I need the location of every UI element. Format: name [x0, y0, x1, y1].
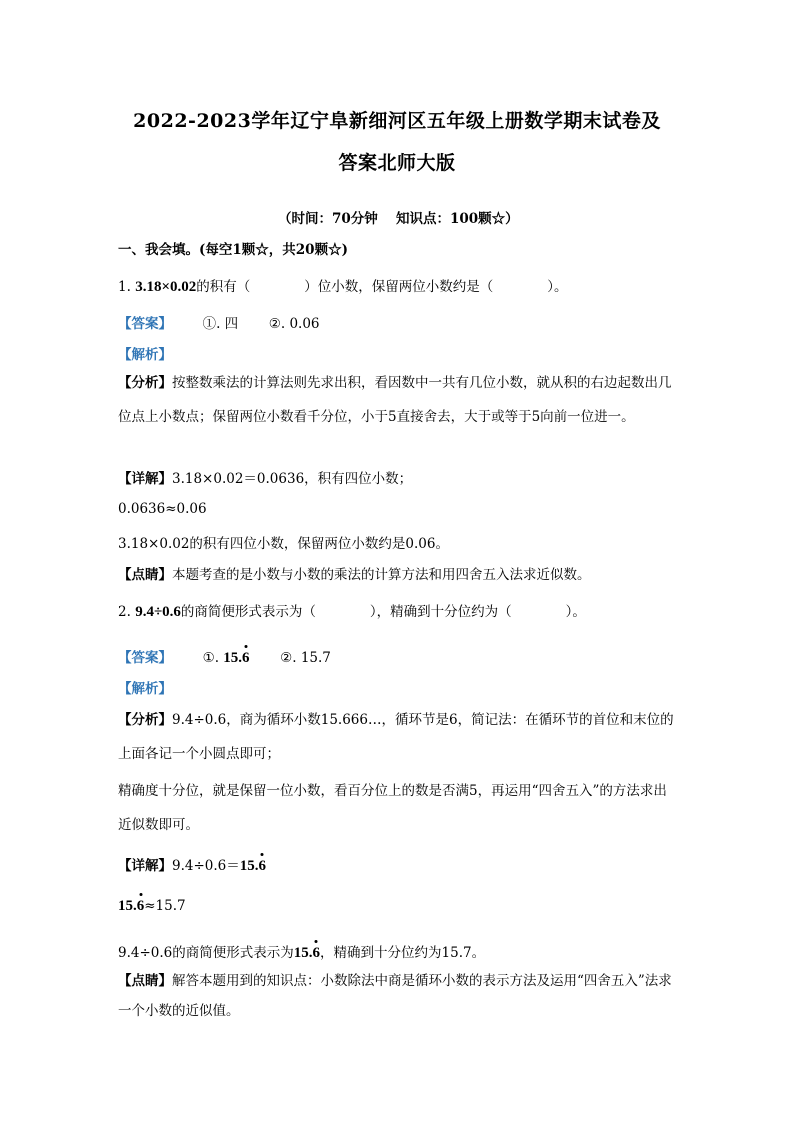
rec-int: 15.: [223, 650, 243, 666]
fenxi-tag: 【分析】: [118, 712, 172, 728]
xiangjie-tag: 【详解】: [118, 471, 172, 487]
recurring-decimal: [294, 945, 320, 961]
recurring-dot: [315, 940, 318, 943]
answer-tag: 【答案】: [118, 316, 172, 332]
rec-digit-text: 6: [242, 650, 250, 666]
fenxi-tag: 【分析】: [118, 375, 172, 391]
recurring-dot: [244, 645, 247, 648]
answer-row: [118, 646, 331, 667]
rec-digit-text: 6: [258, 858, 267, 874]
recurring-dot: [261, 853, 264, 856]
answer-value: ①. 四: [202, 316, 239, 332]
doc-title-line2: 答案北师大版: [338, 152, 456, 174]
comment-line: [118, 563, 591, 583]
rec-digit: [259, 858, 267, 875]
answer-tag: 【答案】: [118, 650, 172, 666]
detail-line: [118, 854, 266, 875]
analysis-tag: 【解析】: [118, 681, 172, 697]
answer-value: ②. 0.06: [268, 316, 320, 332]
fenxi-text: 9.4÷0.6，商为循环小数15.666…，循环节是6，简记法：在循环节的首位和末位的上面各记一个小圆点即可；: [118, 712, 674, 762]
analysis-paragraph: [118, 703, 678, 771]
answer-value: ②. 15.7: [280, 650, 331, 666]
detail-text: 9.4÷0.6的商简便形式表示为: [118, 945, 294, 961]
rec-digit: [242, 650, 250, 667]
question-stem: 的商简便形式表示为（ ），精确到十分位约为（ ）。: [180, 604, 586, 620]
xiangjie-tag: 【详解】: [118, 858, 172, 874]
dianjing-text: 解答本题用到的知识点：小数除法中商是循环小数的表示方法及运用“四舍五入”法求一个小数的近似值。: [118, 973, 672, 1019]
math-expression: 9.4÷0.6: [135, 604, 181, 620]
question-number: 2.: [118, 604, 131, 620]
section-heading: 一、我会填。(每空1颗☆，共20颗☆): [118, 242, 348, 258]
detail-text: ≈15.7: [144, 898, 186, 914]
analysis-paragraph: [118, 366, 678, 434]
analysis-tag: 【解析】: [118, 347, 172, 363]
recurring-decimal: [223, 650, 249, 666]
dianjing-text: 本题考查的是小数与小数的乘法的计算方法和用四舍五入法求近似数。: [172, 567, 591, 583]
question-stem: 的积有（ ）位小数，保留两位小数约是（ ）。: [196, 279, 568, 295]
detail-text: 3.18×0.02＝0.0636，积有四位小数；: [172, 471, 413, 487]
rec-int: 15.: [239, 858, 259, 874]
detail-line: [118, 898, 186, 915]
dianjing-tag: 【点睛】: [118, 567, 172, 583]
exam-meta: （时间：70分钟 知识点：100颗☆）: [278, 211, 519, 227]
rec-digit-text: 6: [312, 945, 321, 961]
detail-line: 0.0636≈0.06: [118, 501, 207, 517]
answer-value: ①.: [202, 650, 219, 666]
question-2: [118, 600, 586, 621]
recurring-decimal: [118, 898, 144, 914]
detail-text: 9.4÷0.6＝: [172, 858, 240, 874]
rec-int: 15.: [118, 898, 137, 914]
dianjing-tag: 【点睛】: [118, 973, 172, 989]
doc-title-line1: 2022-2023学年辽宁阜新细河区五年级上册数学期末试卷及: [133, 110, 661, 132]
recurring-dot: [139, 893, 142, 896]
recurring-decimal: [240, 858, 266, 874]
detail-text: ，精确到十分位约为15.7。: [320, 945, 486, 961]
detail-line: [118, 941, 485, 962]
rec-digit: [137, 898, 145, 915]
question-number: 1.: [118, 279, 131, 295]
detail-line: [118, 467, 412, 487]
rec-digit: [313, 945, 321, 962]
analysis-paragraph: 精确度十分位，就是保留一位小数，看百分位上的数是否满5，再运用“四舍五入”的方法求出近似数即可。: [118, 783, 667, 833]
rec-int: 15.: [293, 945, 313, 961]
detail-line: 3.18×0.02的积有四位小数，保留两位小数约是0.06。: [118, 536, 449, 552]
rec-digit-text: 6: [136, 898, 145, 914]
math-expression: 3.18×0.02: [135, 279, 197, 295]
fenxi-text: 按整数乘法的计算法则先求出积，看因数中一共有几位小数，就从积的右边起数出几位点上小数点；保留两位小数看千分位，小于5直接舍去，大于或等于5向前一位进一。: [118, 375, 672, 425]
answer-row: [118, 312, 320, 332]
comment-paragraph: [118, 966, 678, 1026]
question-1: [118, 275, 568, 296]
